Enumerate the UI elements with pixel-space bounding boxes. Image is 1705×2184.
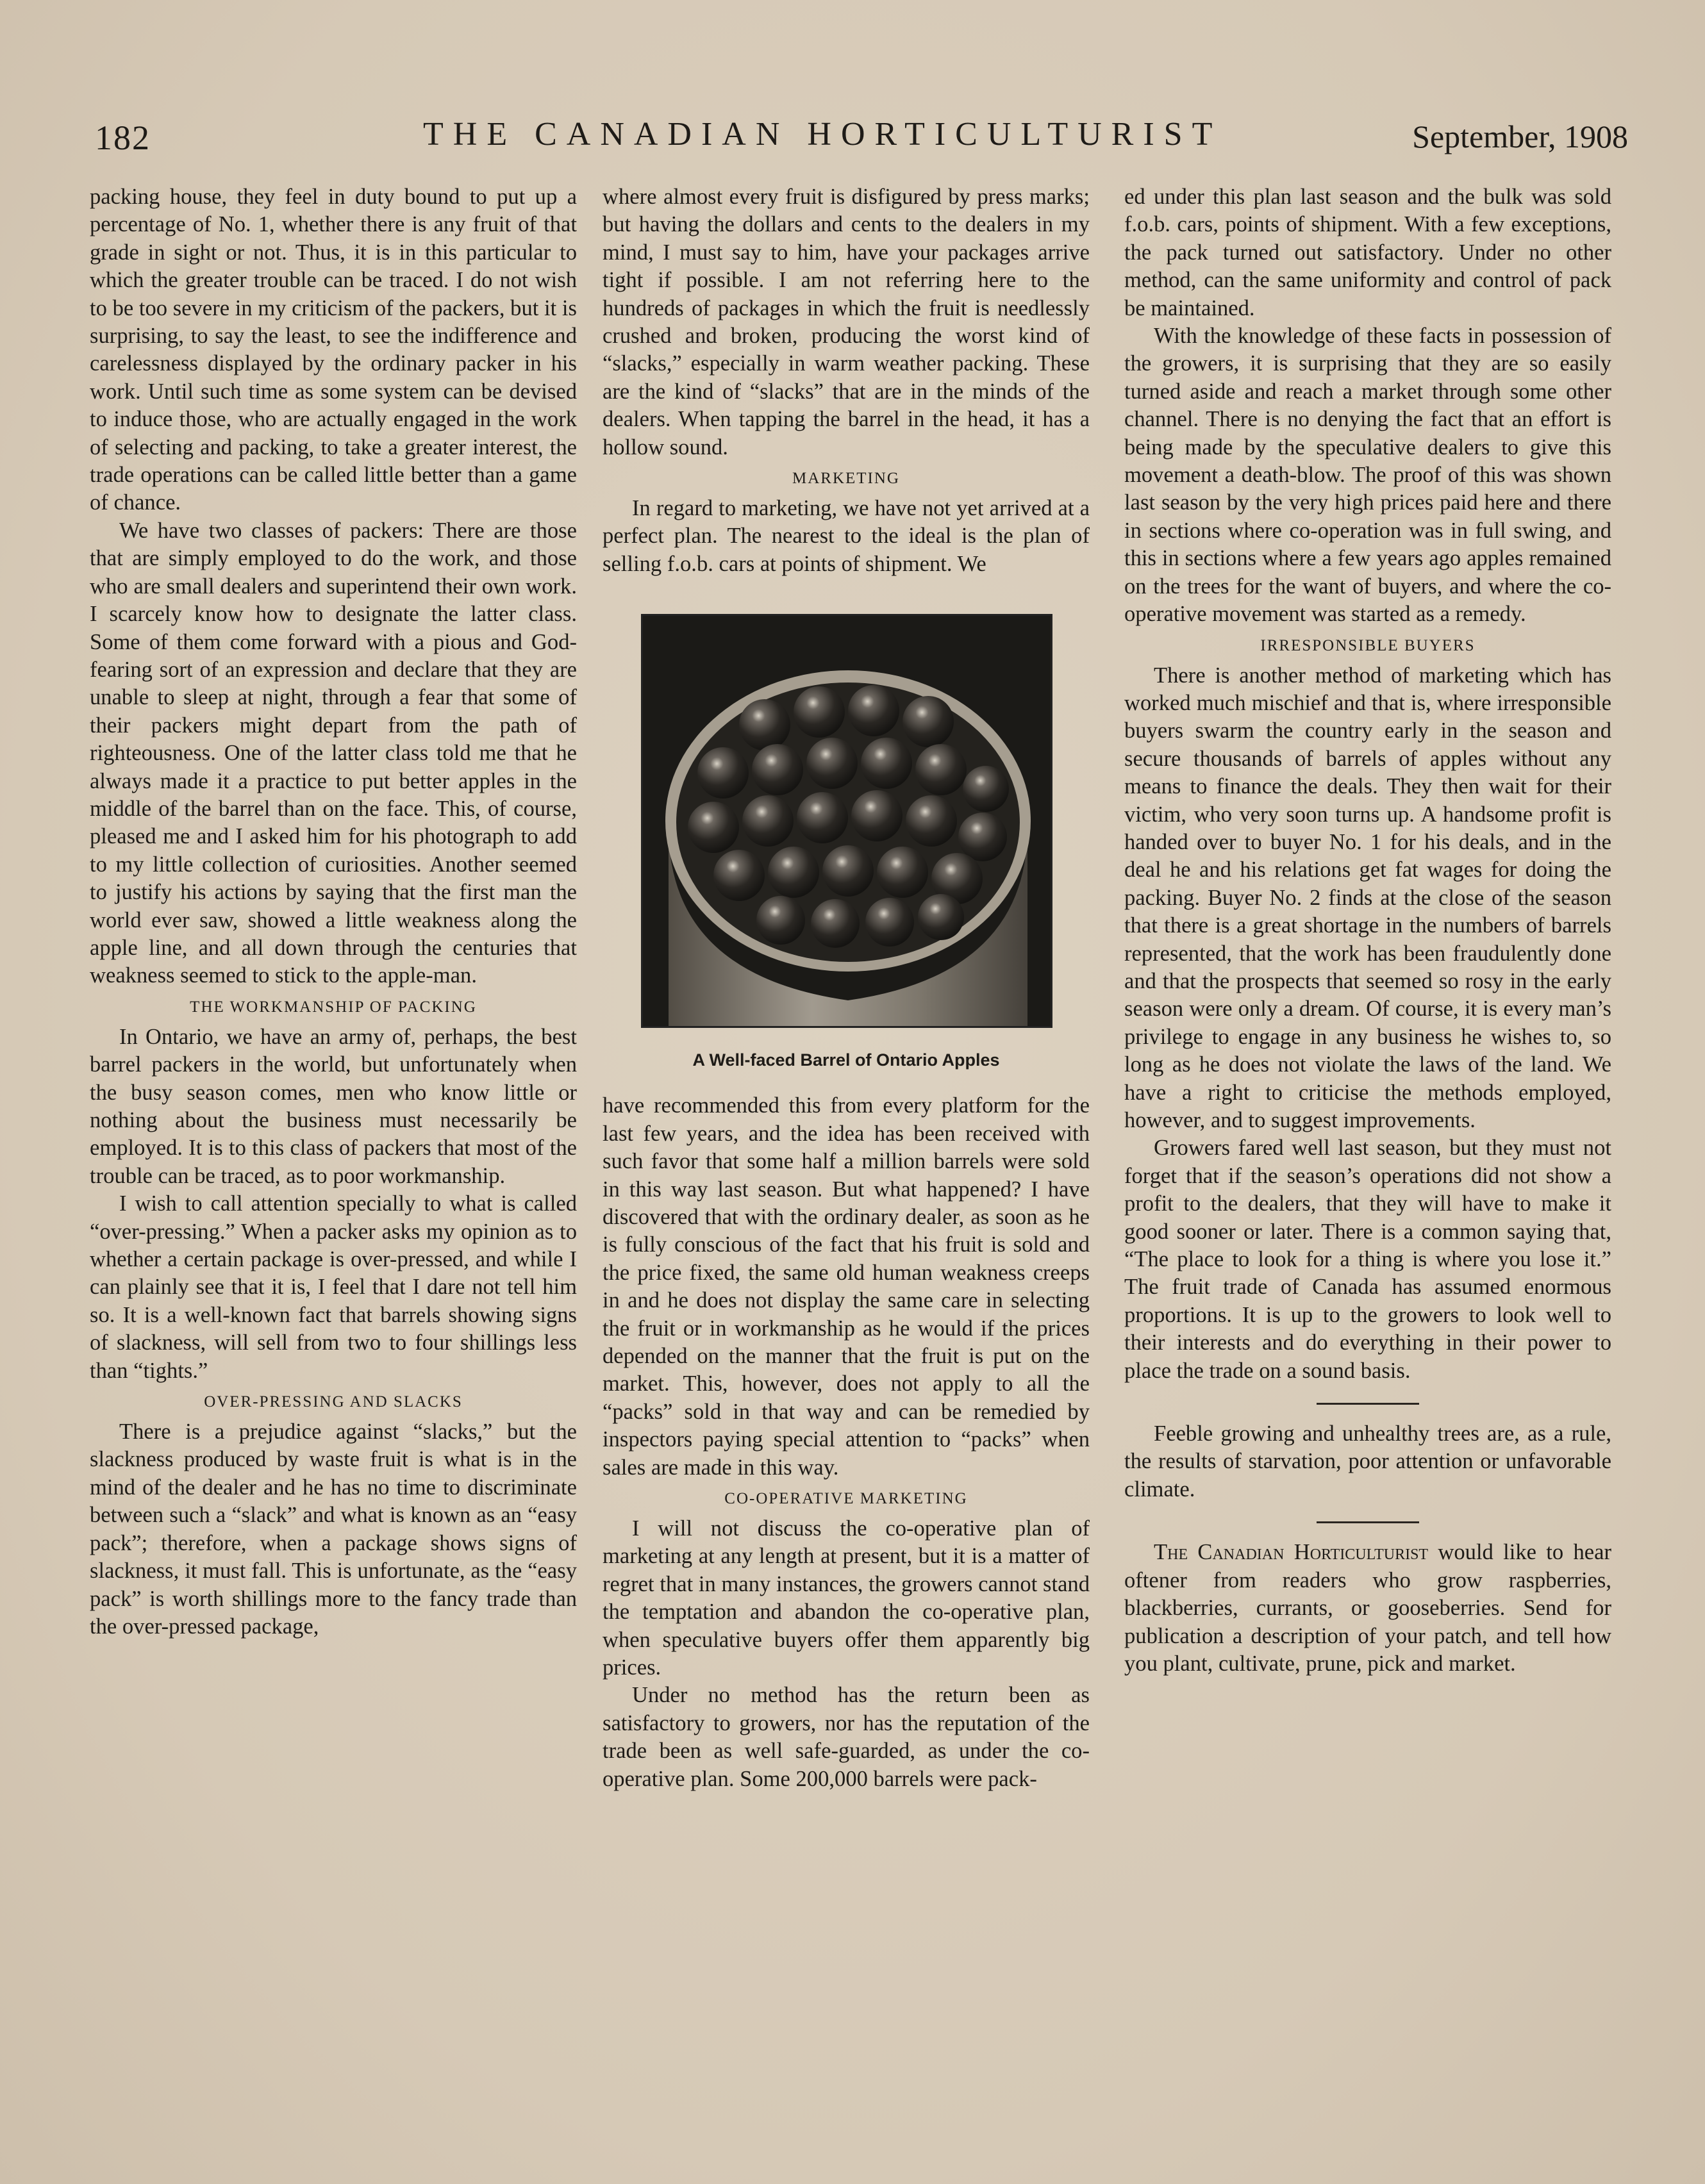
figure-caption: A Well-faced Barrel of Ontario Apples xyxy=(692,1050,1000,1070)
section-heading: IRRESPONSIBLE BUYERS xyxy=(1260,636,1476,654)
paragraph: have recommended this from every platform for the last few years, and the idea has been received with such favor that some half a million barrels were sold in this way last season. But what happened? I have discovered that with the ordinary dealer, as soon as he is fully conscious of the fact that his fruit is sold and the price fixed, the same old human weakness creeps in and he does not display the same care in selecting the fruit or in workmanship as he would if the prices depended on the manner that the fruit is put on the market. This, however, does not apply to all the “packs” sold in that way and can be remedied by inspectors paying special attention to “packs” when sales are made in this way. xyxy=(603,1093,1090,1480)
issue-date: September, 1908 xyxy=(1412,119,1628,154)
page-number: 182 xyxy=(95,119,151,157)
paragraph: There is another method of marketing which has worked much mischief and that is, where irresponsible buyers swarm the country early in the season and secure thousands of barrels of apples without any means to finance the deals. They then wait for their victim, who very soon turns up. A handsome profit is handed over to buyer No. 1 for his deals, and in the deal he and his relations get fat wages for doing the packing. Buyer No. 2 finds at the close of the season that there is a great shortage in the numbers of barrels represented, that the work has been fraudulently done and that the prospects that seemed so rosy in the early season were only a dream. Of course, it is every man’s privilege to engage in any business he wishes to, so long as he does not violate the laws of the land. We have a right to criticise the methods employed, however, and to suggest improvements. xyxy=(1124,663,1611,1132)
paragraph: We have two classes of packers: There are those that are simply employed to do the work, and those who are small dealers and superintend their own work. I scarcely know how to designate the latter class. Some of them come forward with a pious and God-fearing sort of an expression and declare that they are unable to sleep at night, through a fear that some of their packers might depart from the path of righteousness. One of the latter class told me that he always made it a practice to put better apples in the middle of the barrel than on the face. This, of course, pleased me and I asked him for his photograph to add to my little collection of curiosities. Another seemed to justify his actions by saying that the first man the world ever saw, showed a little weakness along the apple line, and all down through the centuries that weakness seemed to stick to the apple-man. xyxy=(90,518,577,988)
page-header xyxy=(90,108,1628,165)
section-heading: OVER-PRESSING AND SLACKS xyxy=(204,1393,463,1411)
divider xyxy=(1317,1521,1419,1523)
paragraph: With the knowledge of these facts in possession of the growers, it is surprising that they are so easily turned aside and reach a market through some other channel. There is no denying the fact that an effort is being made by the speculative dealers to give this movement a death-blow. The proof of this was shown last season by the very high prices paid here and there in sections where co-operation was in full swing, and this in sections where a few years ago apples remained on the trees for the want of buyers, and where the co-operative movement was started as a remedy. xyxy=(1124,324,1611,627)
paragraph xyxy=(1124,1539,1611,1678)
publication-title: THE CANADIAN HORTICULTURIST xyxy=(423,116,1222,153)
paragraph: I will not discuss the co-operative plan of marketing at any length at present, but it is a matter of regret that in many instances, the growers cannot stand the temptation and abandon the co-operative plan, when speculative buyers offer them apparently big prices. xyxy=(603,1516,1090,1680)
divider xyxy=(1317,1403,1419,1405)
paragraph: ed under this plan last season and the bulk was sold f.o.b. cars, points of shipment. With a few exceptions, the pack turned out satisfactory. Under no other method, can the same uniformity and control of pack be maintained. xyxy=(1124,185,1611,320)
apple-barrel-photo xyxy=(641,614,1052,1028)
paragraph: Growers fared well last season, but they must not forget that if the season’s operations did not show a profit to the dealers, that they will have to make it good sooner or later. There is a common saying that, “The place to look for a thing is where you lose it.” The fruit trade of Canada has assumed enormous proportions. It is up to the growers to look well to their interests and do everything in their power to place the trade on a sound basis. xyxy=(1124,1136,1611,1383)
paragraph: In Ontario, we have an army of, perhaps, the best barrel packers in the world, but unfortunately when the busy season comes, men who know little or nothing about the business must necessarily be employed. It is to this class of packers that most of the trouble can be traced, as to poor workmanship. xyxy=(90,1024,577,1188)
section-heading: THE WORKMANSHIP OF PACKING xyxy=(190,998,477,1016)
paragraph: Under no method has the return been as satisfactory to growers, nor has the reputation of the trade been as well safe-guarded, as under the co-operative plan. Some 200,000 barrels were pack- xyxy=(603,1683,1090,1791)
column-3 xyxy=(1124,183,1611,1678)
apple-barrel-image xyxy=(643,616,1051,1026)
section-heading: MARKETING xyxy=(792,470,900,488)
paragraph: packing house, they feel in duty bound to put up a percentage of No. 1, whether there is any fruit of that grade in sight or not. Thus, it is in this particular to which the greater trouble can be traced. I do not wish to be too severe in my criticism of the packers, but it is surprising, to say the least, to see the indifference and carelessness displayed by the ordinary packer in his work. Until such time as some system can be devised to induce those, who are actually engaged in the work of selecting and packing, to take a greater interest, the trade operations can be called little better than a game of chance. xyxy=(90,185,577,515)
paragraph: I wish to call attention specially to what is called “over-pressing.” When a packer asks my opinion as to whether a certain package is over-pressed, and while I can plainly see that it is, I feel that I dare not tell him so. It is a well-known fact that barrels showing signs of slackness, will sell from two to four shillings less than “tights.” xyxy=(90,1191,577,1383)
paragraph: where almost every fruit is disfigured by press marks; but having the dollars and cents to the dealers in my mind, I must say to him, have your packages arrive tight if possible. I am not referring here to the hundreds of packages in which the fruit is needlessly crushed and broken, producing the worst kind of “slacks,” especially in warm weather packing. These are the kind of “slacks” that are in the minds of the dealers. When tapping the barrel in the head, it has a hollow sound. xyxy=(603,185,1090,459)
column-1 xyxy=(90,183,577,1641)
paragraph-text: would like to hear oftener from readers who grow raspberries, blackberries, currants, or gooseberries. Send for publication a description of your patch, and tell how you plant, cultivate, prune, pick and market. xyxy=(1124,1540,1611,1676)
paragraph: Feeble growing and unhealthy trees are, as a rule, the results of starvation, poor attention or unfavorable climate. xyxy=(1124,1421,1611,1502)
publication-name-inline: The Canadian Horticulturist xyxy=(1154,1540,1429,1565)
section-heading: CO-OPERATIVE MARKETING xyxy=(724,1489,968,1507)
figure xyxy=(641,614,1051,1070)
column-2 xyxy=(603,183,1090,1793)
paragraph: There is a prejudice against “slacks,” but the slackness produced by waste fruit is what is in the mind of the dealer and he has no time to discriminate between such a “slack” and what is known as an “easy pack”; therefore, when a package shows signs of slackness, it must fall. This is unfortunate, as the “easy pack” is worth shillings more to the fancy trade than the over-pressed package, xyxy=(90,1419,577,1639)
paragraph: In regard to marketing, we have not yet arrived at a perfect plan. The nearest to the ideal is the plan of selling f.o.b. cars at points of shipment. We xyxy=(603,496,1090,576)
